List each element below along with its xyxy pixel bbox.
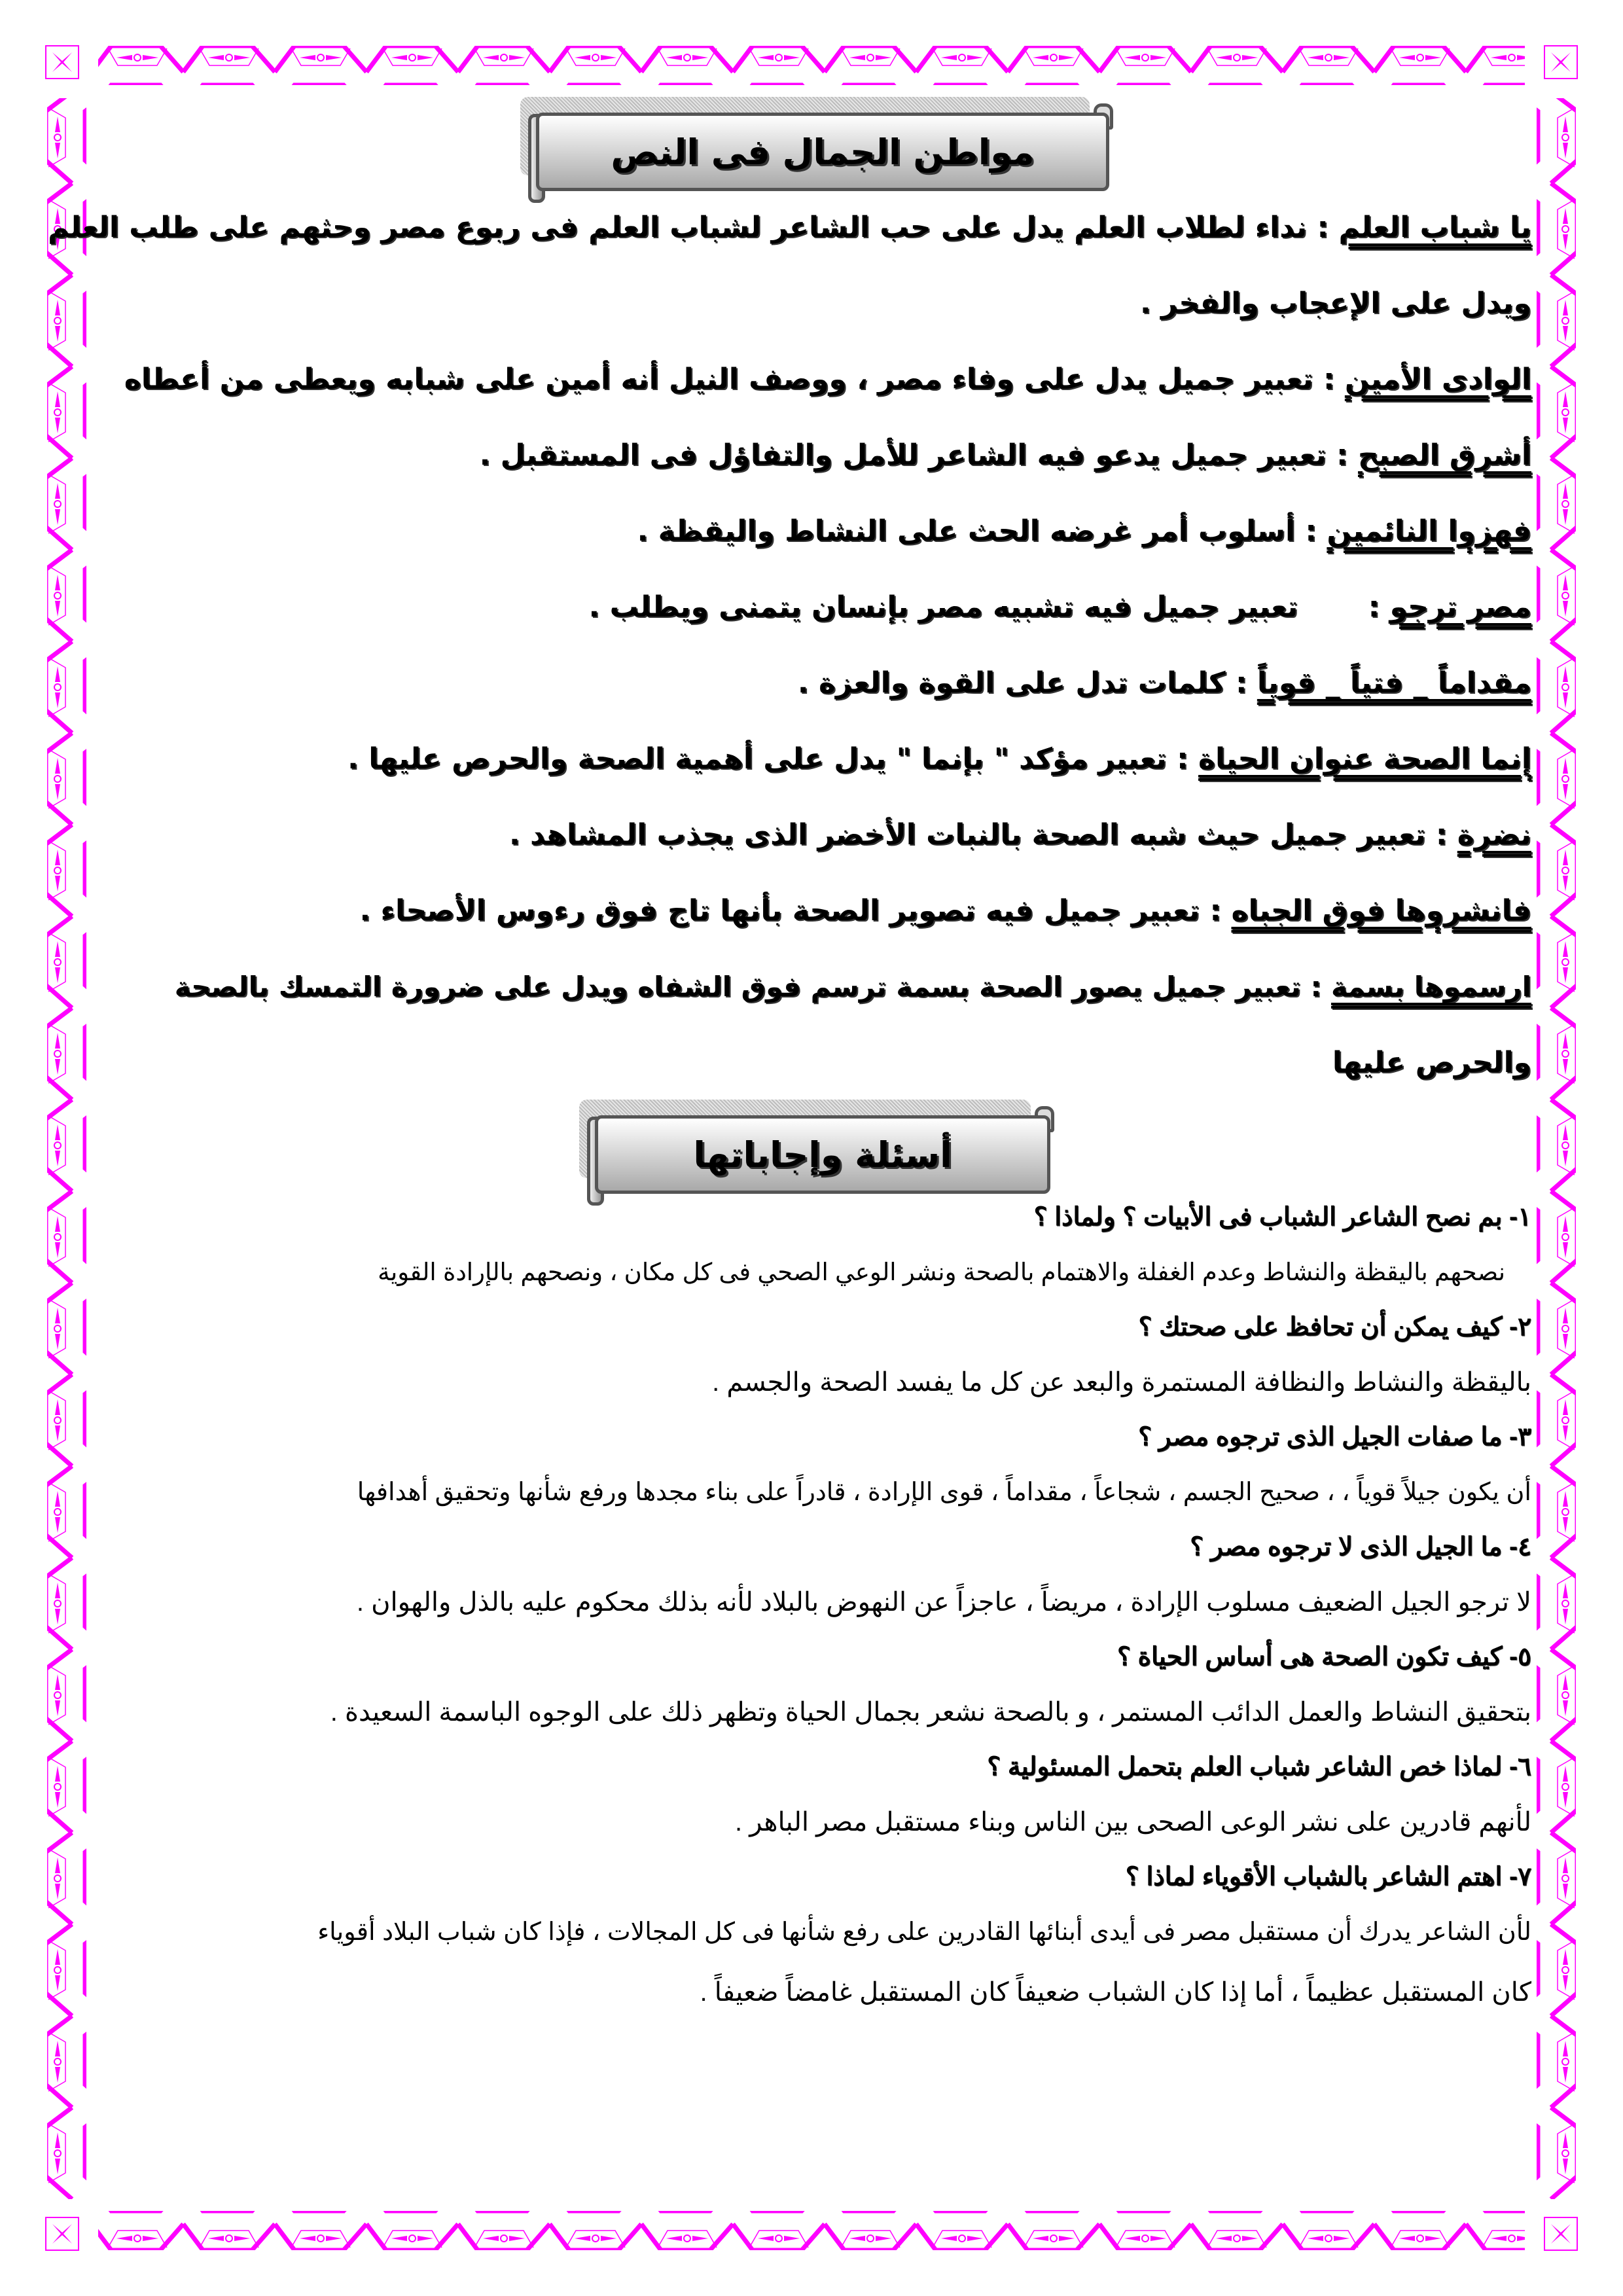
section-banner-questions (579, 1088, 1050, 1186)
beauty-item (98, 949, 1531, 1025)
beauty-text: : نداء لطلاب العلم يدل على حب الشاعر لشباب العلم فى ربوع مصر وحثهم على طلب العلم (48, 211, 1339, 244)
section-title: أسئلة وإجاباتها (693, 1134, 952, 1175)
beauty-term: يا شباب العلم (1338, 211, 1531, 244)
beauty-term: الوادى الأمين (1344, 363, 1531, 396)
beauty-term: إنما الصحة عنوان الحياة (1198, 742, 1531, 776)
beauty-text: : تعبير جميل يدعو فيه الشاعر للأمل والتفاؤل فى المستقبل . (479, 439, 1358, 472)
beauty-item (98, 418, 1531, 493)
beauty-text: : تعبير جميل حيث شبه الصحة بالنبات الأخضر الذى يجذب المشاهد . (508, 818, 1457, 852)
question: ٢- كيف يمكن أن تحافظ على صحتك ؟ (1138, 1313, 1531, 1341)
beauty-item (48, 190, 1531, 266)
section-title: مواطن الجمال فى النص (611, 131, 1035, 173)
beauty-term: فانشروها فوق الجباه (1231, 894, 1531, 927)
beauty-text: : كلمات تدل على القوة والعزة . (797, 666, 1257, 700)
beauty-text: : تعبير مؤكد " بإنما " يدل على أهمية الصحة والحرص عليها . (348, 742, 1199, 776)
answer: لأنهم قادرين على نشر الوعى الصحى بين الناس وبناء مستقبل مصر الباهر . (735, 1808, 1531, 1837)
beauty-term: أشرق الصبح (1357, 439, 1531, 472)
question: ١- بم نصح الشاعر الشباب فى الأبيات ؟ ولماذا ؟ (1033, 1203, 1531, 1231)
beauty-item (98, 721, 1531, 797)
beauty-item (98, 569, 1531, 645)
banner-scroll (595, 1115, 1050, 1194)
beauty-item-continuation: ويدل على الإعجاب والفخر . (1139, 287, 1531, 320)
answer: بتحقيق النشاط والعمل الدائب المستمر ، و بالصحة نشعر بجمال الحياة وتظهر ذلك على الوجوه الباسمة السعيدة . (330, 1698, 1531, 1727)
answer: لأن الشاعر يدرك أن مستقبل مصر فى أيدى أبنائها القادرين على رفع شأنها فى كل المجالات ، فإذا كان شباب البلاد أقوياء (317, 1918, 1531, 1946)
beauty-text: : تعبير جميل يصور الصحة بسمة ترسم فوق الشفاه ويدل على ضرورة التمسك بالصحة (174, 971, 1331, 1003)
banner-scroll (536, 113, 1109, 191)
question: ٣- ما صفات الجيل الذى ترجوه مصر ؟ (1138, 1423, 1531, 1451)
beauty-text: : أسلوب أمر غرضه الحث على النشاط واليقظة . (637, 514, 1327, 548)
beauty-item-continuation: والحرص عليها (1332, 1046, 1531, 1079)
beauty-term: ارسموها بسمة (1330, 971, 1531, 1003)
beauty-item (98, 645, 1531, 721)
question: ٦- لماذا خص الشاعر شباب العلم بتحمل المسئولية ؟ (987, 1753, 1531, 1781)
beauty-term: نضرة (1457, 818, 1531, 852)
questions-list (98, 1193, 1531, 2022)
question: ٧- اهتم الشاعر بالشباب الأقوياء لماذا ؟ (1125, 1863, 1531, 1891)
answer: باليقظة والنشاط والنظافة المستمرة والبعد عن كل ما يفسد الصحة والجسم . (712, 1368, 1531, 1397)
beauty-text: : تعبير جميل فيه تصوير الصحة بأنها تاج فوق رءوس الأصحاء . (359, 894, 1232, 927)
beauty-item (98, 342, 1531, 418)
beauty-term: مصر ترجو (1389, 590, 1531, 624)
beauty-term: فهزوا النائمين (1327, 514, 1531, 548)
beauty-item (98, 797, 1531, 873)
beauty-text: : تعبير جميل يدل على وفاء مصر ، ووصف النيل أنه أمين على شبابه ويعطى من أعطاه (124, 363, 1345, 396)
beauty-item (98, 873, 1531, 949)
beauty-list (48, 190, 1531, 1101)
beauty-term: مقداماً _ فتياً _ قوياً (1257, 666, 1531, 700)
beauty-text: : تعبير جميل فيه تشبيه مصر بإنسان يتمنى ويطلب . (588, 590, 1390, 624)
section-banner-beauty (520, 85, 1109, 183)
beauty-item (98, 493, 1531, 569)
page-content (48, 85, 1531, 2206)
answer: لا ترجو الجيل الضعيف مسلوب الإرادة ، مريضاً ، عاجزاً عن النهوض بالبلاد لأنه بذلك محكوم عليه بالذل والهوان . (356, 1588, 1531, 1617)
question: ٥- كيف تكون الصحة هى أساس الحياة ؟ (1116, 1643, 1531, 1671)
question: ٤- ما الجيل الذى لا ترجوه مصر ؟ (1190, 1533, 1531, 1561)
answer: أن يكون جيلاً قوياً ، ، صحيح الجسم ، شجاعاً ، مقداماً ، قوى الإرادة ، قادراً على بناء مجدها ورفع شأنها وتحقيق أهدافها (357, 1479, 1531, 1506)
answer: نصحهم باليقظة والنشاط وعدم الغفلة والاهتمام بالصحة ونشر الوعي الصحي فى كل مكان ، ونصحهم بالإرادة القوية (378, 1259, 1505, 1285)
answer-continuation: كان المستقبل عظيماً ، أما إذا كان الشباب ضعيفاً كان المستقبل غامضاً ضعيفاً . (700, 1978, 1531, 2007)
